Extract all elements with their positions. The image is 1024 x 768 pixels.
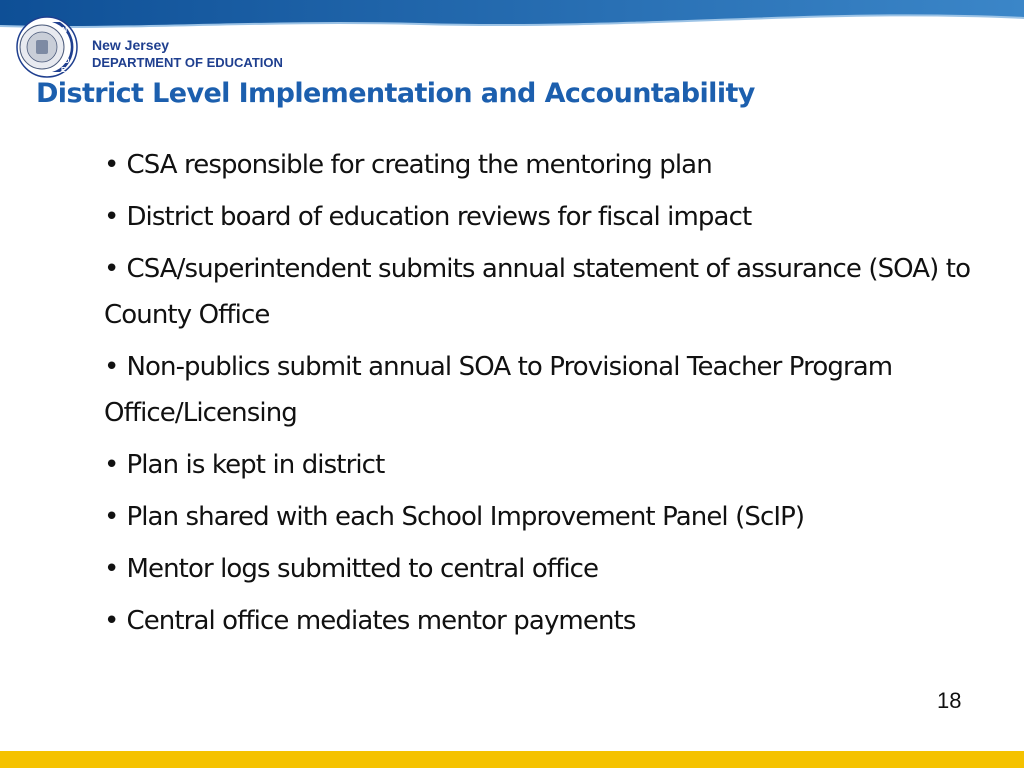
bullet-dot-icon: •: [104, 554, 119, 584]
bullet-item: [104, 246, 994, 338]
bullet-dot-icon: •: [104, 254, 119, 284]
bullet-dot-icon: •: [104, 202, 119, 232]
footer-bar: [0, 751, 1024, 768]
bullet-item: [104, 546, 994, 592]
bullet-text: Plan is kept in district: [126, 450, 385, 480]
bullet-text: Non-publics submit annual SOA to Provisional Teacher Program Office/Licensing: [104, 352, 893, 428]
bullet-dot-icon: •: [104, 352, 119, 382]
bullet-list: [104, 142, 994, 650]
bullet-item: [104, 598, 994, 644]
svg-text:J: J: [65, 38, 69, 45]
bullet-text: CSA responsible for creating the mentoring plan: [126, 150, 712, 180]
bullet-dot-icon: •: [104, 606, 119, 636]
state-seal-logo: [16, 16, 78, 78]
bullet-item: [104, 494, 994, 540]
bullet-item: [104, 442, 994, 488]
bullet-dot-icon: •: [104, 450, 119, 480]
bullet-text: Mentor logs submitted to central office: [126, 554, 599, 584]
bullet-dot-icon: •: [104, 150, 119, 180]
slide-title: District Level Implementation and Accountability: [36, 78, 755, 109]
bullet-text: District board of education reviews for fiscal impact: [126, 202, 752, 232]
svg-text:E: E: [61, 67, 66, 74]
bullet-item: [104, 344, 994, 436]
svg-text:D: D: [65, 48, 71, 55]
bullet-item: [104, 142, 994, 188]
bullet-text: Plan shared with each School Improvement Panel (ScIP): [126, 502, 805, 532]
bullet-text: Central office mediates mentor payments: [126, 606, 636, 636]
svg-text:O: O: [64, 58, 70, 65]
org-name-block: [92, 37, 283, 71]
bullet-item: [104, 194, 994, 240]
header-wave-band: [0, 0, 1024, 40]
page-number: 18: [937, 688, 962, 713]
org-department: DEPARTMENT OF EDUCATION: [92, 55, 283, 70]
svg-text:N: N: [62, 27, 68, 34]
bullet-dot-icon: •: [104, 502, 119, 532]
org-name: New Jersey: [92, 37, 170, 53]
bullet-text: CSA/superintendent submits annual statement of assurance (SOA) to County Office: [104, 254, 971, 330]
